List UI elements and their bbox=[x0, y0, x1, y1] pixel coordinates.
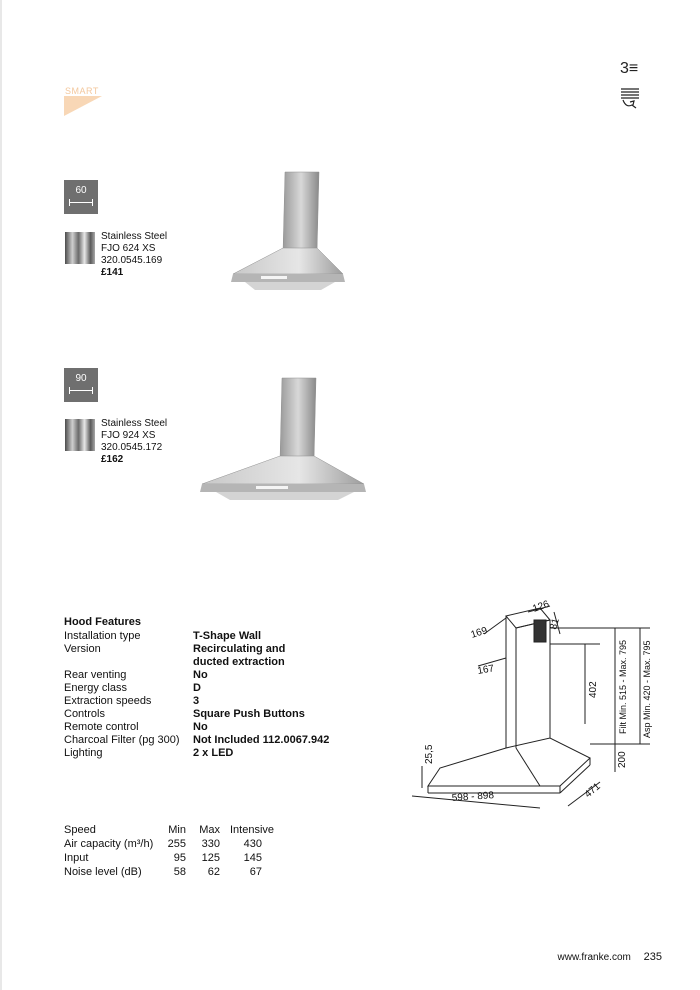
hood-features bbox=[64, 616, 353, 760]
footer-url[interactable]: www.franke.com bbox=[557, 952, 631, 963]
feature-label: Remote control bbox=[64, 721, 139, 733]
feature-value: No bbox=[193, 669, 208, 681]
product-finish: Stainless Steel bbox=[101, 418, 168, 429]
feature-row bbox=[64, 630, 353, 643]
dim-167: 167 bbox=[476, 663, 495, 677]
feature-row bbox=[64, 747, 353, 760]
cell-max: 62 bbox=[207, 866, 220, 878]
product-price: £141 bbox=[101, 267, 124, 278]
performance-table bbox=[64, 823, 274, 879]
dimension-diagram bbox=[400, 598, 670, 818]
cell-min: 58 bbox=[173, 866, 186, 878]
product-code: 320.0545.169 bbox=[101, 255, 163, 266]
table-row bbox=[64, 837, 274, 851]
table-row bbox=[64, 865, 274, 879]
dim-126: 126 bbox=[531, 598, 551, 615]
smart-triangle bbox=[64, 96, 102, 116]
feature-row bbox=[64, 708, 353, 721]
product-model: FJO 924 XS bbox=[101, 430, 156, 441]
row-label: Noise level (dB) bbox=[64, 866, 142, 878]
table-header-row bbox=[64, 823, 274, 837]
dim-asp: Asp Min. 420 - Max. 795 bbox=[642, 640, 652, 738]
dim-81: 81 bbox=[548, 617, 562, 631]
width-value: 90 bbox=[75, 373, 87, 384]
feature-value: Not Included 112.0067.942 bbox=[193, 734, 330, 746]
dim-169: 169 bbox=[469, 625, 489, 641]
hood-image-60 bbox=[225, 170, 355, 305]
hood-image-90 bbox=[198, 376, 368, 511]
column-header: Intensive bbox=[230, 824, 275, 836]
feature-label: Installation type bbox=[64, 630, 141, 642]
width-arrow-icon bbox=[69, 390, 93, 391]
feature-label: Lighting bbox=[64, 747, 103, 759]
width-60-badge bbox=[64, 180, 98, 214]
cell-max: 330 bbox=[201, 838, 220, 850]
feature-row bbox=[64, 695, 353, 708]
dim-471: 471 bbox=[582, 781, 603, 801]
feature-value: Square Push Buttons bbox=[193, 708, 305, 720]
feature-label: Version bbox=[64, 643, 101, 655]
row-label: Input bbox=[64, 852, 89, 864]
product-model: FJO 624 XS bbox=[101, 243, 156, 254]
column-header: Max bbox=[199, 824, 220, 836]
feature-value: T-Shape Wall bbox=[193, 630, 262, 642]
feature-value: No bbox=[193, 721, 208, 733]
dim-200: 200 bbox=[617, 751, 628, 768]
product-info-1 bbox=[101, 231, 167, 279]
features-title: Hood Features bbox=[64, 616, 142, 628]
feature-row bbox=[64, 734, 353, 747]
page-edge-rule bbox=[0, 0, 2, 990]
width-90-badge bbox=[64, 368, 98, 402]
3-speed-icon: 3≡ bbox=[620, 60, 639, 77]
product-info-2 bbox=[101, 418, 167, 466]
column-header: Min bbox=[168, 824, 186, 836]
product-price: £162 bbox=[101, 454, 124, 465]
stainless-steel-swatch bbox=[65, 419, 95, 451]
cell-intensive: 145 bbox=[243, 852, 263, 864]
product-code: 320.0545.172 bbox=[101, 442, 163, 453]
feature-label: Extraction speeds bbox=[64, 695, 152, 707]
stainless-steel-swatch bbox=[65, 232, 95, 264]
smart-label: SMART bbox=[65, 86, 99, 96]
dim-width: 598 - 898 bbox=[451, 790, 495, 804]
feature-row bbox=[64, 721, 353, 734]
row-label: Air capacity (m³/h) bbox=[64, 838, 154, 850]
table-row bbox=[64, 851, 274, 865]
dim-filt: Filt Min. 515 - Max. 795 bbox=[618, 639, 628, 734]
feature-label: Controls bbox=[64, 708, 105, 720]
page-number: 235 bbox=[643, 951, 662, 963]
width-value: 60 bbox=[75, 185, 87, 196]
feature-value: 3 bbox=[193, 695, 200, 707]
width-arrow-icon bbox=[69, 202, 93, 203]
cell-intensive: 430 bbox=[243, 838, 263, 850]
feature-label: Charcoal Filter (pg 300) bbox=[64, 734, 180, 746]
feature-row bbox=[64, 669, 353, 682]
feature-label: Energy class bbox=[64, 682, 127, 694]
cell-max: 125 bbox=[201, 852, 220, 864]
feature-value: 2 x LED bbox=[193, 747, 234, 759]
cell-min: 255 bbox=[167, 838, 186, 850]
dim-402: 402 bbox=[588, 681, 599, 698]
cell-min: 95 bbox=[173, 852, 186, 864]
column-header: Speed bbox=[64, 824, 96, 836]
product-finish: Stainless Steel bbox=[101, 231, 168, 242]
feature-row bbox=[64, 643, 353, 669]
feature-label: Rear venting bbox=[64, 669, 127, 681]
page-footer bbox=[558, 951, 663, 963]
feature-value: Recirculating and ducted extraction bbox=[193, 643, 286, 668]
feature-row bbox=[64, 682, 353, 695]
cell-intensive: 67 bbox=[249, 866, 263, 878]
feature-value: D bbox=[193, 682, 201, 694]
dim-25-5: 25,5 bbox=[424, 744, 435, 764]
wall-hood-icon bbox=[620, 88, 640, 110]
